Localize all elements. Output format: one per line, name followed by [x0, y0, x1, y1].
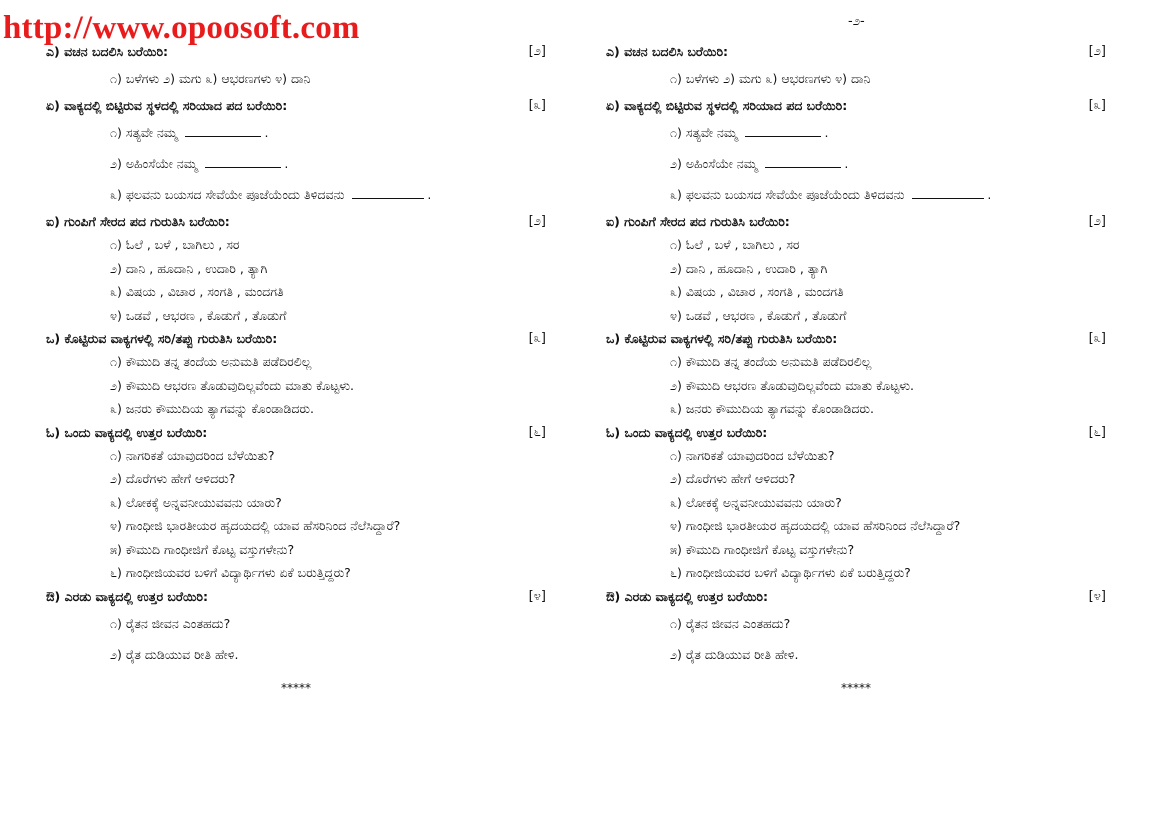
- section-marks: [೩]: [528, 98, 546, 113]
- question-item: [46, 233, 546, 257]
- section-heading: [606, 210, 1106, 233]
- question-text: ೨) ಕೌಮುದಿ ಆಭರಣ ತೊಡುವುದಿಲ್ಲವೆಂದು ಮಾತು ಕೊಟ್ಟಳು.: [110, 377, 355, 393]
- question-item: [606, 608, 1106, 639]
- question-item: [606, 117, 1106, 148]
- left-column: [46, 40, 546, 698]
- question-text: ೧) ರೈತನ ಜೀವನ ಎಂತಹದು?: [670, 615, 791, 631]
- question-section: [606, 421, 1106, 585]
- question-text: ೧) ಕೌಮುದಿ ತನ್ನ ತಂದೆಯ ಅನುಮತಿ ಪಡೆದಿರಲಿಲ್ಲ: [110, 354, 312, 369]
- question-text: ೨) ಕೌಮುದಿ ಆಭರಣ ತೊಡುವುದಿಲ್ಲವೆಂದು ಮಾತು ಕೊಟ್ಟಳು.: [670, 377, 915, 393]
- question-text: ೧) ಬಳೆಗಳು ೨) ಮಗು ೩) ಆಭರಣಗಳು ೪) ದಾನಿ: [670, 71, 871, 86]
- section-instruction: ಒ) ಕೊಟ್ಟಿರುವ ವಾಕ್ಯಗಳಲ್ಲಿ ಸರಿ/ತಪ್ಪು ಗುರುತಿಸಿ ಬರೆಯಿರಿ:: [606, 331, 838, 346]
- section-marks: [೬]: [1088, 424, 1106, 440]
- question-item: [606, 257, 1106, 281]
- question-text: ೩) ಫಲವನು ಬಯಸದ ಸೇವೆಯೇ ಪೂಜೆಯೆಂದು ತಿಳಿದವನು: [110, 187, 345, 202]
- section-marks: [೨]: [528, 44, 546, 59]
- question-item: [46, 148, 546, 179]
- answer-blank-line: [912, 184, 984, 199]
- question-text: ೨) ರೈತ ದುಡಿಯುವ ರೀತಿ ಹೇಳಿ.: [670, 646, 799, 662]
- section-instruction: ಔ) ಎರಡು ವಾಕ್ಯದಲ್ಲಿ ಉತ್ತರ ಬರೆಯಿರಿ:: [46, 588, 209, 604]
- question-item: [606, 304, 1106, 328]
- question-text: ೪) ಗಾಂಧೀಜಿ ಭಾರತೀಯರ ಹೃದಯದಲ್ಲಿ ಯಾವ ಹೆಸರಿನಿಂದ ನೆಲೆಸಿದ್ದಾರೆ?: [110, 518, 401, 533]
- section-heading: [606, 94, 1106, 117]
- question-item: [46, 639, 546, 670]
- question-text: ೨) ರೈತ ದುಡಿಯುವ ರೀತಿ ಹೇಳಿ.: [110, 646, 239, 662]
- question-text: ೩) ವಿಷಯ , ವಿಚಾರ , ಸಂಗತಿ , ಮಂದಗತಿ: [670, 284, 844, 299]
- question-section: [46, 210, 546, 327]
- question-text: ೩) ಫಲವನು ಬಯಸದ ಸೇವೆಯೇ ಪೂಜೆಯೆಂದು ತಿಳಿದವನು: [670, 187, 905, 202]
- question-section: [606, 210, 1106, 327]
- question-item: [606, 280, 1106, 304]
- section-marks: [೬]: [528, 424, 546, 440]
- section-instruction: ಏ) ವಾಕ್ಯದಲ್ಲಿ ಬಿಟ್ಟಿರುವ ಸ್ಥಳದಲ್ಲಿ ಸರಿಯಾದ ಪದ ಬರೆಯಿರಿ:: [46, 98, 288, 113]
- question-text: ೧) ಓಲೆ , ಬಳೆ , ಬಾಗಿಲು , ಸರ: [670, 237, 800, 252]
- question-text: ೨) ದಾನಿ , ಹೂದಾನಿ , ಉದಾರಿ , ತ್ಯಾಗಿ: [670, 260, 828, 276]
- section-marks: [೨]: [528, 214, 546, 229]
- section-heading: [606, 40, 1106, 63]
- question-text: ೨) ದಾನಿ , ಹೂದಾನಿ , ಉದಾರಿ , ತ್ಯಾಗಿ: [110, 260, 268, 276]
- blank-period: .: [284, 156, 289, 171]
- question-item: [46, 117, 546, 148]
- blank-period: .: [264, 125, 269, 140]
- question-text: ೧) ಓಲೆ , ಬಳೆ , ಬಾಗಿಲು , ಸರ: [110, 237, 240, 252]
- section-instruction: ಓ) ಒಂದು ವಾಕ್ಯದಲ್ಲಿ ಉತ್ತರ ಬರೆಯಿರಿ:: [46, 424, 208, 440]
- watermark-url: http://www.opoosoft.com: [3, 10, 360, 46]
- question-item: [46, 444, 546, 468]
- question-item: [46, 350, 546, 374]
- question-item: [606, 63, 1106, 94]
- section-heading: [46, 40, 546, 63]
- question-item: [606, 233, 1106, 257]
- section-marks: [೩]: [1088, 331, 1106, 346]
- section-instruction: ಐ) ಗುಂಪಿಗೆ ಸೇರದ ಪದ ಗುರುತಿಸಿ ಬರೆಯಿರಿ:: [606, 214, 790, 229]
- question-section: [46, 585, 546, 670]
- question-item: [606, 491, 1106, 515]
- question-section: [46, 40, 546, 94]
- question-section: [606, 327, 1106, 421]
- answer-blank-line: [205, 153, 281, 168]
- question-item: [606, 639, 1106, 670]
- section-instruction: ಔ) ಎರಡು ವಾಕ್ಯದಲ್ಲಿ ಉತ್ತರ ಬರೆಯಿರಿ:: [606, 588, 769, 604]
- question-text: ೩) ಜನರು ಕೌಮುದಿಯ ತ್ಯಾಗವನ್ನು ಕೊಂಡಾಡಿದರು.: [110, 401, 314, 416]
- section-marks: [೪]: [1088, 588, 1106, 604]
- question-item: [606, 514, 1106, 538]
- section-instruction: ಏ) ವಾಕ್ಯದಲ್ಲಿ ಬಿಟ್ಟಿರುವ ಸ್ಥಳದಲ್ಲಿ ಸರಿಯಾದ ಪದ ಬರೆಯಿರಿ:: [606, 98, 848, 113]
- question-item: [606, 538, 1106, 562]
- section-instruction: ಎ) ವಚನ ಬದಲಿಸಿ ಬರೆಯಿರಿ:: [606, 44, 729, 59]
- question-text: ೧) ನಾಗರಿಕತೆ ಯಾವುದರಿಂದ ಬೆಳೆಯಿತು?: [670, 447, 835, 463]
- question-text: ೪) ಗಾಂಧೀಜಿ ಭಾರತೀಯರ ಹೃದಯದಲ್ಲಿ ಯಾವ ಹೆಸರಿನಿಂದ ನೆಲೆಸಿದ್ದಾರೆ?: [670, 518, 961, 533]
- question-item: [46, 304, 546, 328]
- question-item: [46, 491, 546, 515]
- question-text: ೧) ನಾಗರಿಕತೆ ಯಾವುದರಿಂದ ಬೆಳೆಯಿತು?: [110, 447, 275, 463]
- question-item: [46, 608, 546, 639]
- question-item: [46, 63, 546, 94]
- section-instruction: ಓ) ಒಂದು ವಾಕ್ಯದಲ್ಲಿ ಉತ್ತರ ಬರೆಯಿರಿ:: [606, 424, 768, 440]
- blank-period: .: [427, 187, 432, 202]
- question-item: [606, 350, 1106, 374]
- question-section: [606, 585, 1106, 670]
- question-item: [606, 397, 1106, 421]
- question-item: [46, 257, 546, 281]
- question-item: [46, 538, 546, 562]
- question-section: [606, 94, 1106, 210]
- question-item: [46, 561, 546, 585]
- answer-blank-line: [765, 153, 841, 168]
- question-item: [606, 374, 1106, 398]
- question-text: ೧) ಕೌಮುದಿ ತನ್ನ ತಂದೆಯ ಅನುಮತಿ ಪಡೆದಿರಲಿಲ್ಲ: [670, 354, 872, 369]
- section-heading: [46, 421, 546, 444]
- question-section: [46, 327, 546, 421]
- section-marks: [೩]: [528, 331, 546, 346]
- question-item: [606, 561, 1106, 585]
- question-item: [46, 467, 546, 491]
- question-text: ೧) ಬಳೆಗಳು ೨) ಮಗು ೩) ಆಭರಣಗಳು ೪) ದಾನಿ: [110, 71, 311, 86]
- section-instruction: ಎ) ವಚನ ಬದಲಿಸಿ ಬರೆಯಿರಿ:: [46, 44, 169, 59]
- question-item: [606, 148, 1106, 179]
- question-item: [606, 444, 1106, 468]
- section-heading: [46, 210, 546, 233]
- question-text: ೩) ಲೋಕಕ್ಕೆ ಅನ್ನವನೀಯುವವನು ಯಾರು?: [670, 494, 842, 510]
- section-heading: [606, 421, 1106, 444]
- section-marks: [೪]: [528, 588, 546, 604]
- question-text: ೫) ಕೌಮುದಿ ಗಾಂಧೀಜಿಗೆ ಕೊಟ್ಟ ವಸ್ತುಗಳೇನು?: [110, 541, 295, 557]
- question-section: [46, 94, 546, 210]
- section-heading: [606, 585, 1106, 608]
- question-item: [46, 514, 546, 538]
- question-text: ೧) ಸತ್ಯವೇ ನಮ್ಮ: [110, 125, 178, 140]
- question-text: ೩) ಜನರು ಕೌಮುದಿಯ ತ್ಯಾಗವನ್ನು ಕೊಂಡಾಡಿದರು.: [670, 401, 874, 416]
- question-text: ೩) ವಿಷಯ , ವಿಚಾರ , ಸಂಗತಿ , ಮಂದಗತಿ: [110, 284, 284, 299]
- question-section: [46, 421, 546, 585]
- section-marks: [೩]: [1088, 98, 1106, 113]
- end-of-section-stars: *****: [281, 680, 311, 695]
- right-column: [606, 40, 1106, 698]
- section-heading: [46, 327, 546, 350]
- section-instruction: ಐ) ಗುಂಪಿಗೆ ಸೇರದ ಪದ ಗುರುತಿಸಿ ಬರೆಯಿರಿ:: [46, 214, 230, 229]
- blank-period: .: [844, 156, 849, 171]
- question-text: ೨) ಅಹಿಂಸೆಯೇ ನಮ್ಮ: [110, 156, 198, 171]
- section-instruction: ಒ) ಕೊಟ್ಟಿರುವ ವಾಕ್ಯಗಳಲ್ಲಿ ಸರಿ/ತಪ್ಪು ಗುರುತಿಸಿ ಬರೆಯಿರಿ:: [46, 331, 278, 346]
- question-text: ೬) ಗಾಂಧೀಜಿಯವರ ಬಳಿಗೆ ವಿದ್ಯಾರ್ಥಿಗಳು ಏಕೆ ಬರುತ್ತಿದ್ದರು?: [670, 565, 911, 580]
- question-text: ೨) ಅಹಿಂಸೆಯೇ ನಮ್ಮ: [670, 156, 758, 171]
- question-text: ೨) ದೊರೆಗಳು ಹೇಗೆ ಆಳಿದರು?: [670, 471, 796, 486]
- section-heading: [46, 94, 546, 117]
- question-text: ೪) ಒಡವೆ , ಆಭರಣ , ಕೊಡುಗೆ , ತೊಡುಗೆ: [670, 307, 847, 323]
- answer-blank-line: [745, 122, 821, 137]
- question-item: [46, 179, 546, 210]
- question-section: [606, 40, 1106, 94]
- section-heading: [606, 327, 1106, 350]
- blank-period: .: [987, 187, 992, 202]
- section-heading: [46, 585, 546, 608]
- question-text: ೧) ಸತ್ಯವೇ ನಮ್ಮ: [670, 125, 738, 140]
- question-item: [606, 179, 1106, 210]
- question-text: ೬) ಗಾಂಧೀಜಿಯವರ ಬಳಿಗೆ ವಿದ್ಯಾರ್ಥಿಗಳು ಏಕೆ ಬರುತ್ತಿದ್ದರು?: [110, 565, 351, 580]
- question-text: ೧) ರೈತನ ಜೀವನ ಎಂತಹದು?: [110, 615, 231, 631]
- question-text: ೩) ಲೋಕಕ್ಕೆ ಅನ್ನವನೀಯುವವನು ಯಾರು?: [110, 494, 282, 510]
- section-marks: [೨]: [1088, 214, 1106, 229]
- question-item: [606, 467, 1106, 491]
- question-item: [46, 397, 546, 421]
- question-text: ೫) ಕೌಮುದಿ ಗಾಂಧೀಜಿಗೆ ಕೊಟ್ಟ ವಸ್ತುಗಳೇನು?: [670, 541, 855, 557]
- page-number: -೨-: [848, 14, 865, 29]
- question-item: [46, 280, 546, 304]
- question-item: [46, 374, 546, 398]
- question-text: ೨) ದೊರೆಗಳು ಹೇಗೆ ಆಳಿದರು?: [110, 471, 236, 486]
- question-text: ೪) ಒಡವೆ , ಆಭರಣ , ಕೊಡುಗೆ , ತೊಡುಗೆ: [110, 307, 287, 323]
- answer-blank-line: [352, 184, 424, 199]
- blank-period: .: [824, 125, 829, 140]
- section-marks: [೨]: [1088, 44, 1106, 59]
- end-of-section-stars: *****: [841, 680, 871, 695]
- answer-blank-line: [185, 122, 261, 137]
